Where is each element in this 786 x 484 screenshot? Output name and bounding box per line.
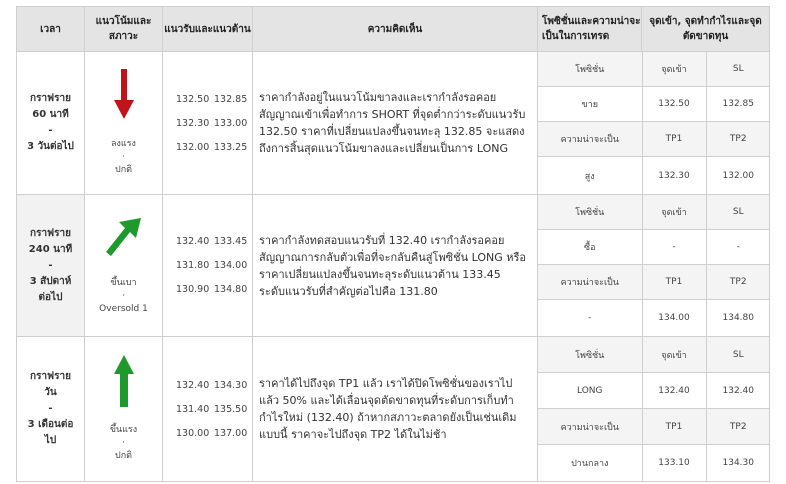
resistance-value: 133.25: [214, 141, 248, 153]
position-value: จุดเข้า: [642, 337, 706, 373]
position-row: [538, 230, 770, 265]
position-value: TP1: [642, 122, 706, 157]
timeframe-line: ไป: [44, 435, 57, 446]
timeframe-line: 3 วันต่อไป: [27, 141, 74, 152]
support-value: 132.30: [176, 117, 210, 129]
position-value: 132.00: [706, 157, 770, 195]
trend-label: ปกติ: [114, 165, 132, 175]
position-value: 134.30: [706, 445, 770, 482]
timeframe-line: ต่อไป: [38, 291, 63, 303]
trend-label: ·: [122, 152, 125, 162]
trend-label: ลงแรง: [111, 139, 136, 149]
position-row: [538, 373, 770, 409]
trend-label: ·: [122, 438, 125, 448]
levels-cell: [163, 52, 253, 195]
position-row: [538, 445, 770, 482]
position-value: -: [588, 313, 592, 323]
level-pair: [163, 116, 252, 131]
timeframe-line: กราฟราย: [30, 93, 71, 104]
position-value: 134.80: [706, 300, 770, 337]
position-cell: [538, 52, 770, 195]
support-value: 132.00: [176, 141, 210, 153]
resistance-value: 132.85: [214, 93, 248, 105]
timeframe-cell: [17, 195, 85, 337]
position-row: [538, 157, 770, 195]
position-value: โพซิชั่น: [538, 52, 642, 87]
comment-cell: ราคากำลังอยู่ในแนวโน้มขาลงและเรากำลังรอคอยสัญญาณเข้าเพื่อทำการ SHORT ที่จุดต่ำกว่าระดับแนวรับ 132.50 ราคาที่เปลี่ยนแปลงขึ้นจนทะลุ 132.85 จะแสดงถึงการสิ้นสุดแนวโน้มขาลงและเปลี่ยนเป็นการ LONG: [253, 52, 538, 195]
level-pair: [163, 92, 252, 107]
position-row: [538, 337, 770, 373]
level-pair: [163, 140, 252, 155]
resistance-value: 137.00: [214, 427, 248, 439]
timeframe-line: วัน: [44, 387, 57, 398]
header-time: เวลา: [17, 7, 85, 52]
position-value: ขาย: [538, 87, 642, 122]
position-value: -: [706, 230, 770, 265]
up-right-arrow-icon: [85, 216, 162, 265]
header-entry: จุดเข้า, จุดทำกำไรและจุดตัดขาดทุน: [642, 7, 770, 52]
support-value: 132.40: [176, 236, 210, 247]
position-value: TP1: [642, 265, 706, 300]
position-value: 132.85: [706, 87, 770, 122]
position-row: [538, 195, 770, 230]
position-row: [538, 409, 770, 445]
level-pair: [163, 282, 252, 297]
trend-cell: [85, 52, 163, 195]
timeframe-line: 3 เดือนต่อ: [27, 419, 74, 430]
timeframe-line: กราฟราย: [30, 227, 71, 239]
trend-label: Oversold 1: [99, 303, 148, 314]
header-comment: ความคิดเห็น: [253, 7, 538, 52]
position-value: 132.30: [642, 157, 706, 195]
trend-label: ขึ้นแรง: [109, 425, 138, 435]
position-value: สูง: [584, 171, 595, 182]
position-value: SL: [706, 52, 770, 87]
resistance-value: 134.00: [214, 260, 248, 271]
position-value: LONG: [538, 373, 642, 409]
position-cell: [538, 195, 770, 337]
position-grid: [538, 195, 770, 336]
position-value: จุดเข้า: [642, 52, 706, 87]
trend-cell: [85, 337, 163, 482]
position-value: ความน่าจะเป็น: [538, 122, 642, 157]
position-value: SL: [706, 337, 770, 373]
level-pair: [163, 378, 252, 393]
position-grid: [538, 337, 770, 481]
resistance-value: 133.45: [214, 236, 248, 247]
timeframe-line: 3 สัปดาห์: [29, 275, 72, 287]
timeframe-line: กราฟราย: [30, 371, 71, 382]
timeframe-cell: [17, 52, 85, 195]
header-trend: แนวโน้มและสภาวะ: [85, 7, 163, 52]
comment-cell: ราคากำลังทดสอบแนวรับที่ 132.40 เรากำลังรอคอยสัญญาณการกลับตัวเพื่อที่จะกลับคืนสู่โพซิชั่น LONG หรือราคาเปลี่ยนแปลงขึ้นจนทะลุระดับแนวต้าน 133.45 ระดับแนวรับที่สำคัญต่อไปคือ 131.80: [253, 195, 538, 337]
position-grid: [538, 52, 770, 194]
position-value: ปานกลาง: [571, 459, 609, 469]
down-arrow-icon: [85, 69, 162, 126]
level-pair: [163, 426, 252, 441]
resistance-value: 135.50: [214, 403, 248, 415]
support-value: 132.40: [176, 379, 210, 391]
position-value: TP2: [706, 409, 770, 445]
table-row: [17, 52, 770, 195]
levels-cell: [163, 195, 253, 337]
support-value: 130.00: [176, 427, 210, 439]
position-value: -: [642, 230, 706, 265]
trend-label: ปกติ: [114, 451, 132, 461]
position-value: ความน่าจะเป็น: [538, 409, 642, 445]
support-value: 131.40: [176, 403, 210, 415]
position-value: ความน่าจะเป็น: [538, 265, 642, 300]
position-value: 132.40: [706, 373, 770, 409]
position-value: 134.00: [642, 300, 706, 337]
position-value: 133.10: [642, 445, 706, 482]
resistance-value: 134.80: [214, 284, 248, 295]
position-row: [538, 300, 770, 337]
header-support-resistance: แนวรับและแนวต้าน: [163, 7, 253, 52]
position-cell: [538, 337, 770, 482]
position-row: [538, 265, 770, 300]
trend-label: ·: [122, 290, 125, 301]
timeframe-line: 240 นาที: [28, 243, 73, 255]
position-value: TP1: [642, 409, 706, 445]
timeframe-line: 60 นาที: [32, 109, 69, 120]
support-value: 132.50: [176, 93, 210, 105]
level-pair: [163, 402, 252, 417]
trend-cell: [85, 195, 163, 337]
position-value: จุดเข้า: [642, 195, 706, 230]
levels-cell: [163, 337, 253, 482]
header-row: [17, 7, 770, 52]
position-value: ซื้อ: [538, 230, 642, 265]
position-value: โพซิชั่น: [538, 195, 642, 230]
support-value: 130.90: [176, 284, 210, 295]
position-value: 132.40: [642, 373, 706, 409]
table-row: [17, 337, 770, 482]
position-value: TP2: [706, 265, 770, 300]
position-value: SL: [706, 195, 770, 230]
support-value: 131.80: [176, 260, 210, 271]
position-value: 132.50: [642, 87, 706, 122]
trend-label: ขึ้นเบา: [110, 277, 137, 288]
trade-signals-table: [16, 6, 770, 482]
comment-cell: ราคาได้ไปถึงจุด TP1 แล้ว เราได้ปิดโพซิชั่นของเราไปแล้ว 50% และได้เลื่อนจุดตัดขาดทุนที่ระดับการเก็บทำกำไรใหม่ (132.40) ถ้าหากสภาวะตลาดยังเป็นเช่นเดิมแบบนี้ ราคาจะไปถึงจุด TP2 ได้ในไม่ช้า: [253, 337, 538, 482]
position-value: TP2: [706, 122, 770, 157]
level-pair: [163, 258, 252, 273]
resistance-value: 133.00: [214, 117, 248, 129]
position-row: [538, 87, 770, 122]
header-position: โพซิชั่นและความน่าจะเป็นในการเทรด: [538, 7, 642, 52]
position-row: [538, 52, 770, 87]
resistance-value: 134.30: [214, 379, 248, 391]
timeframe-line: -: [48, 125, 53, 136]
timeframe-line: -: [48, 403, 53, 414]
level-pair: [163, 234, 252, 249]
position-value: โพซิชั่น: [538, 337, 642, 373]
timeframe-cell: [17, 337, 85, 482]
timeframe-line: -: [48, 259, 53, 271]
up-arrow-icon: [85, 355, 162, 412]
table-row: [17, 195, 770, 337]
position-row: [538, 122, 770, 157]
